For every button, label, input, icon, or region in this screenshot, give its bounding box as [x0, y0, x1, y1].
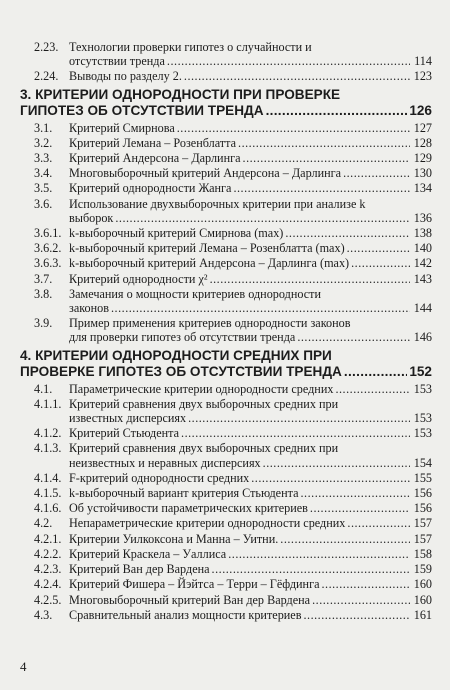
- dot-leader: [347, 241, 410, 255]
- entry-row: [20, 411, 432, 425]
- entry-number: 3.6.: [34, 196, 53, 211]
- entry-body: [69, 547, 432, 561]
- chapter-title-line1: 3. КРИТЕРИИ ОДНОРОДНОСТИ ПРИ ПРОВЕРКЕ: [20, 86, 341, 102]
- entry-title-line1: Пример применения критериев однородности законов: [69, 316, 351, 331]
- entry-number: 3.6.1.: [34, 226, 62, 241]
- chapter-title-row: [20, 364, 432, 380]
- toc-entry: [20, 593, 432, 607]
- entry-number: 3.7.: [34, 271, 53, 286]
- entry-page-number: 153: [413, 381, 432, 396]
- toc-entry: [20, 441, 432, 469]
- entry-body: [69, 121, 432, 135]
- entry-body: [69, 136, 432, 150]
- entry-title-line2: для проверки гипотез об отсутствии тренда: [69, 330, 296, 345]
- entry-row: [20, 301, 432, 315]
- entry-row: [20, 316, 432, 330]
- entry-title: Критерий Андерсона – Дарлинга: [69, 151, 241, 166]
- entry-row: [20, 54, 432, 68]
- toc-entry: [20, 287, 432, 315]
- toc-chapter: [20, 87, 432, 119]
- entry-body: [69, 456, 432, 470]
- dot-leader: [297, 330, 410, 344]
- toc-entry: [20, 486, 432, 500]
- entry-body: [69, 330, 432, 344]
- entry-body: [69, 226, 432, 240]
- entry-number: 2.24.: [34, 69, 59, 84]
- dot-leader: [111, 301, 410, 315]
- entry-number: 4.3.: [34, 607, 53, 622]
- entry-number: 4.1.4.: [34, 470, 62, 485]
- entry-title: Критерий Ван дер Вардена: [69, 562, 210, 577]
- entry-title: Критерий однородности Жанга: [69, 181, 232, 196]
- entry-title-line1: Критерий сравнения двух выборочных средних при: [69, 396, 339, 411]
- entry-body: [69, 382, 432, 396]
- toc-entry: [20, 532, 432, 546]
- entry-title: Непараметрические критерии однородности средних: [69, 516, 346, 531]
- entry-number: 4.1.1.: [34, 396, 62, 411]
- chapter-page-number: 126: [409, 102, 432, 118]
- entry-number: 4.1.2.: [34, 426, 62, 441]
- toc-entry: [20, 516, 432, 530]
- entry-title-line1: Замечания о мощности критериев однородности: [69, 286, 321, 301]
- entry-number: 4.1.6.: [34, 501, 62, 516]
- entry-number: 3.8.: [34, 286, 53, 301]
- entry-body: [69, 426, 432, 440]
- entry-title: k-выборочный вариант критерия Стьюдента: [69, 486, 299, 501]
- entry-page-number: 129: [413, 151, 432, 166]
- dot-leader: [263, 456, 410, 470]
- entry-row: [20, 471, 432, 485]
- entry-number: 4.2.3.: [34, 562, 62, 577]
- toc-entry: [20, 471, 432, 485]
- entry-title-line1: Технологии проверки гипотез о случайности и: [69, 40, 312, 54]
- entry-body: [69, 411, 432, 425]
- entry-title: Многовыборочный критерий Ван дер Вардена: [69, 592, 311, 607]
- entry-row: [20, 121, 432, 135]
- entry-number: 3.1.: [34, 120, 53, 135]
- entry-row: [20, 532, 432, 546]
- entry-page-number: 160: [413, 577, 432, 592]
- entry-body: [69, 181, 432, 195]
- dot-leader: [233, 181, 410, 195]
- entry-page-number: 136: [413, 210, 432, 225]
- dot-leader: [266, 103, 408, 119]
- dot-leader: [285, 226, 410, 240]
- toc-entry: [20, 562, 432, 576]
- entry-number: 3.6.2.: [34, 241, 62, 256]
- toc-entry: [20, 151, 432, 165]
- toc-entry: [20, 226, 432, 240]
- chapter-title-row: [20, 103, 432, 119]
- entry-page-number: 157: [413, 516, 432, 531]
- entry-page-number: 127: [413, 120, 432, 135]
- entry-body: [69, 301, 432, 315]
- entry-page-number: 134: [413, 181, 432, 196]
- toc-entry: [20, 136, 432, 150]
- entry-title: Параметрические критерии однородности средних: [69, 381, 334, 396]
- entry-page-number: 157: [413, 531, 432, 546]
- dot-leader: [280, 532, 410, 546]
- entry-number: 4.2.5.: [34, 592, 62, 607]
- dot-leader: [184, 69, 410, 83]
- entry-row: [20, 426, 432, 440]
- toc-entry: [20, 181, 432, 195]
- entry-body: [69, 256, 432, 270]
- toc-entry: [20, 197, 432, 225]
- entry-title: k-выборочный критерий Смирнова (max): [69, 226, 284, 241]
- entry-row: [20, 151, 432, 165]
- entry-number: 3.3.: [34, 151, 53, 166]
- entry-row: [20, 181, 432, 195]
- dot-leader: [351, 256, 410, 270]
- entry-number: 4.2.4.: [34, 577, 62, 592]
- chapter-page-number: 152: [409, 363, 432, 379]
- entry-number: 3.5.: [34, 181, 53, 196]
- entry-page-number: 158: [413, 546, 432, 561]
- entry-page-number: 160: [413, 592, 432, 607]
- entry-row: [20, 516, 432, 530]
- entry-title: Критерий однородности χ²: [69, 271, 208, 286]
- entry-body: [69, 608, 432, 622]
- entry-number: 2.23.: [34, 40, 59, 54]
- entry-body: [69, 211, 432, 225]
- dot-leader: [321, 577, 410, 591]
- entry-row: [20, 441, 432, 455]
- entry-number: 4.2.2.: [34, 546, 62, 561]
- entry-row: [20, 256, 432, 270]
- toc-entry: [20, 608, 432, 622]
- entry-page-number: 153: [413, 411, 432, 426]
- toc-entry: [20, 382, 432, 396]
- entry-title-line2: законов: [69, 301, 109, 316]
- entry-body: [69, 593, 432, 607]
- entry-row: [20, 486, 432, 500]
- chapter-title-line1: 4. КРИТЕРИИ ОДНОРОДНОСТИ СРЕДНИХ ПРИ: [20, 347, 332, 363]
- entry-page-number: 138: [413, 226, 432, 241]
- entry-page-number: 161: [413, 607, 432, 622]
- entry-row: [20, 272, 432, 286]
- dot-leader: [177, 121, 410, 135]
- toc-entry: [20, 501, 432, 515]
- entry-row: [20, 577, 432, 591]
- entry-body: [69, 562, 432, 576]
- dot-leader: [115, 211, 410, 225]
- dot-leader: [344, 364, 407, 380]
- entry-body: [69, 471, 432, 485]
- entry-body: [69, 486, 432, 500]
- entry-row: [20, 40, 432, 54]
- dot-leader: [335, 382, 410, 396]
- toc-entry: [20, 256, 432, 270]
- entry-body: [69, 272, 432, 286]
- dot-leader: [188, 411, 410, 425]
- dot-leader: [301, 486, 411, 500]
- entry-row: [20, 501, 432, 515]
- entry-body: [69, 166, 432, 180]
- dot-leader: [210, 272, 410, 286]
- dot-leader: [251, 471, 410, 485]
- entry-page-number: 146: [413, 330, 432, 345]
- entry-page-number: 156: [413, 501, 432, 516]
- entry-page-number: 142: [413, 256, 432, 271]
- toc-entry: [20, 272, 432, 286]
- entry-body: [69, 532, 432, 546]
- entry-number: 3.4.: [34, 166, 53, 181]
- entry-body: [69, 516, 432, 530]
- entry-body: [69, 151, 432, 165]
- entry-page-number: 144: [413, 301, 432, 316]
- entry-body: [69, 241, 432, 255]
- dot-leader: [167, 54, 410, 68]
- entry-row: [20, 608, 432, 622]
- entry-page-number: 114: [414, 54, 432, 69]
- dot-leader: [243, 151, 410, 165]
- entry-title: Многовыборочный критерий Андерсона – Дарлинга: [69, 166, 342, 181]
- entry-row: [20, 241, 432, 255]
- entry-body: [69, 501, 432, 515]
- dot-leader: [343, 166, 410, 180]
- entry-page-number: 156: [413, 486, 432, 501]
- dot-leader: [310, 501, 410, 515]
- entry-page-number: 153: [413, 426, 432, 441]
- entry-number: 3.9.: [34, 316, 53, 331]
- entry-row: [20, 547, 432, 561]
- entry-row: [20, 211, 432, 225]
- entry-row: [20, 226, 432, 240]
- chapter-title-line2: ПРОВЕРКЕ ГИПОТЕЗ ОБ ОТСУТСТВИИ ТРЕНДА: [20, 363, 342, 379]
- entry-row: [20, 593, 432, 607]
- entry-title: Критерий Краскела – Уаллиса: [69, 546, 227, 561]
- entry-page-number: 123: [413, 69, 432, 84]
- entry-page-number: 143: [413, 271, 432, 286]
- entry-body: [69, 577, 432, 591]
- entry-page-number: 130: [413, 166, 432, 181]
- toc-entry: [20, 397, 432, 425]
- entry-body: [69, 54, 432, 68]
- entry-row: [20, 166, 432, 180]
- entry-title: Об устойчивости параметрических критериев: [69, 501, 308, 516]
- entry-page-number: 128: [413, 135, 432, 150]
- toc-entry: [20, 241, 432, 255]
- entry-title-line2: выборок: [69, 210, 114, 225]
- entry-title-line2: известных дисперсиях: [69, 411, 187, 426]
- dot-leader: [238, 136, 410, 150]
- toc-entry: [20, 316, 432, 344]
- chapter-title-line2: ГИПОТЕЗ ОБ ОТСУТСТВИИ ТРЕНДА: [20, 102, 264, 118]
- entry-page-number: 154: [413, 455, 432, 470]
- entry-row: [20, 456, 432, 470]
- entry-number: 4.1.5.: [34, 486, 62, 501]
- entry-title-line2: неизвестных и неравных дисперсиях: [69, 455, 261, 470]
- toc-entry: [20, 577, 432, 591]
- entry-title: Критерий Стьюдента: [69, 426, 180, 441]
- entry-title: Критерий Смирнова: [69, 120, 175, 135]
- toc-entry: [20, 40, 432, 68]
- entry-title: Критерии Уилкоксона и Манна – Уитни.: [69, 531, 279, 546]
- entry-number: 4.1.: [34, 381, 53, 396]
- dot-leader: [228, 547, 410, 561]
- dot-leader: [303, 608, 410, 622]
- entry-title-line2: отсутствии тренда: [69, 54, 165, 69]
- entry-row: [20, 330, 432, 344]
- entry-number: 3.2.: [34, 135, 53, 150]
- entry-title-line1: Критерий сравнения двух выборочных средних при: [69, 441, 339, 456]
- entry-title: k-выборочный критерий Лемана – Розенблатта (max): [69, 241, 345, 256]
- dot-leader: [181, 426, 410, 440]
- entry-row: [20, 562, 432, 576]
- entry-row: [20, 287, 432, 301]
- toc-entry: [20, 121, 432, 135]
- entry-title: Критерий Фишера – Йэйтса – Терри – Гёфдинга: [69, 577, 320, 592]
- page-number: 4: [20, 659, 27, 674]
- entry-title-line1: Использование двухвыборочных критерии при анализе k: [69, 196, 366, 211]
- entry-page-number: 140: [413, 241, 432, 256]
- entry-title: k-выборочный критерий Андерсона – Дарлинга (max): [69, 256, 350, 271]
- toc-entry: [20, 166, 432, 180]
- entry-title: F-критерий однородности средних: [69, 470, 250, 485]
- entry-row: [20, 382, 432, 396]
- entry-row: [20, 397, 432, 411]
- entry-body: [69, 69, 432, 83]
- entry-page-number: 155: [413, 470, 432, 485]
- entry-number: 4.2.: [34, 516, 53, 531]
- dot-leader: [347, 516, 410, 530]
- entry-row: [20, 197, 432, 211]
- entry-page-number: 159: [413, 562, 432, 577]
- entry-number: 4.1.3.: [34, 441, 62, 456]
- toc-chapter: [20, 348, 432, 380]
- dot-leader: [212, 562, 410, 576]
- entry-number: 3.6.3.: [34, 256, 62, 271]
- entry-title: Критерий Лемана – Розенблатта: [69, 135, 237, 150]
- entry-title: Сравнительный анализ мощности критериев: [69, 607, 302, 622]
- dot-leader: [312, 593, 410, 607]
- toc-entry: [20, 426, 432, 440]
- entry-row: [20, 136, 432, 150]
- entry-title: Выводы по разделу 2.: [69, 69, 182, 84]
- entry-number: 4.2.1.: [34, 531, 62, 546]
- table-of-contents: [20, 40, 432, 623]
- toc-entry: [20, 547, 432, 561]
- entry-row: [20, 69, 432, 83]
- toc-entry: [20, 69, 432, 83]
